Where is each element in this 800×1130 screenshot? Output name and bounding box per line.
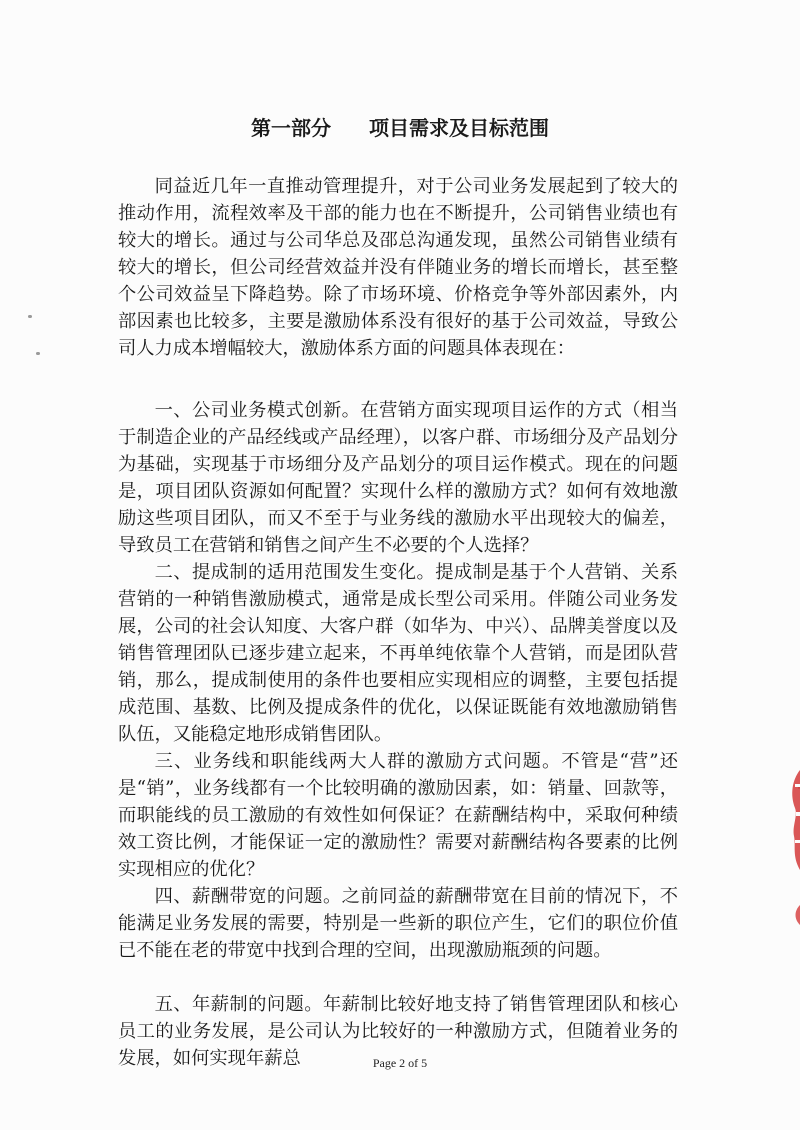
stamp-fragment-icon [786, 770, 800, 870]
paragraph-intro: 同益近几年一直推动管理提升，对于公司业务发展起到了较大的推动作用，流程效率及干部的能力也在不断提升，公司销售业绩也有较大的增长。通过与公司华总及邵总沟通发现，虽然公司销售业绩有较大的增长，但公司经营效益并没有伴随业务的增长而增长，甚至整个公司效益呈下降趋势。除了市场环境、价格竞争等外部因素外，内部因素也比较多，主要是激励体系没有很好的基于公司效益，导致公司人力成本增幅较大，激励体系方面的问题具体表现在： [118, 176, 678, 359]
paragraph-business-model: 一、公司业务模式创新。在营销方面实现项目运作的方式（相当于制造企业的产品经线或产品经理），以客户群、市场细分及产品划分为基础，实现基于市场细分及产品划分的项目运作模式。现在的问题是，项目团队资源如何配置？实现什么样的激励方式？如何有效地激励这些项目团队，而又不至于与业务线的激励水平出现较大的偏差，导致员工在营销和销售之间产生不必要的个人选择？ [118, 400, 678, 556]
paragraph-annual-salary: 五、年薪制的问题。年薪制比较好地支持了销售管理团队和核心员工的业务发展，是公司认为比较好的一种激励方式，但随着业务的发展，如何实现年薪总 [118, 994, 678, 1069]
scan-speck [28, 315, 32, 318]
paragraph-pay-band: 四、薪酬带宽的问题。之前同益的薪酬带宽在目前的情况下，不能满足业务发展的需要，特别是一些新的职位产生，它们的职位价值已不能在老的带宽中找到合理的空间，出现激励瓶颈的问题。 [118, 886, 678, 961]
scan-speck [36, 352, 40, 355]
stamp-fragment-icon [792, 905, 800, 925]
heading-title: 项目需求及目标范围 [369, 116, 549, 140]
section-heading [0, 112, 800, 141]
heading-part: 第一部分 [251, 116, 331, 140]
paragraph-commission: 二、提成制的适用范围发生变化。提成制是基于个人营销、关系营销的一种销售激励模式，通常是成长型公司采用。伴随公司业务发展，公司的社会认知度、大客户群（如华为、中兴）、品牌美誉度以及销售管理团队已逐步建立起来，不再单纯依靠个人营销，而是团队营销，那么，提成制使用的条件也要相应实现相应的调整，主要包括提成范围、基数、比例及提成条件的优化，以保证既能有效地激励销售队伍，又能稳定地形成销售团队。 [118, 562, 678, 745]
page-number: Page 2 of 5 [372, 1056, 428, 1070]
paragraph-incentive-groups: 三、业务线和职能线两大人群的激励方式问题。不管是“营”还是“销”，业务线都有一个比较明确的激励因素，如：销量、回款等，而职能线的员工激励的有效性如何保证？在薪酬结构中，采取何种绩效工资比例，才能保证一定的激励性？需要对薪酬结构各要素的比例实现相应的优化？ [118, 751, 678, 880]
